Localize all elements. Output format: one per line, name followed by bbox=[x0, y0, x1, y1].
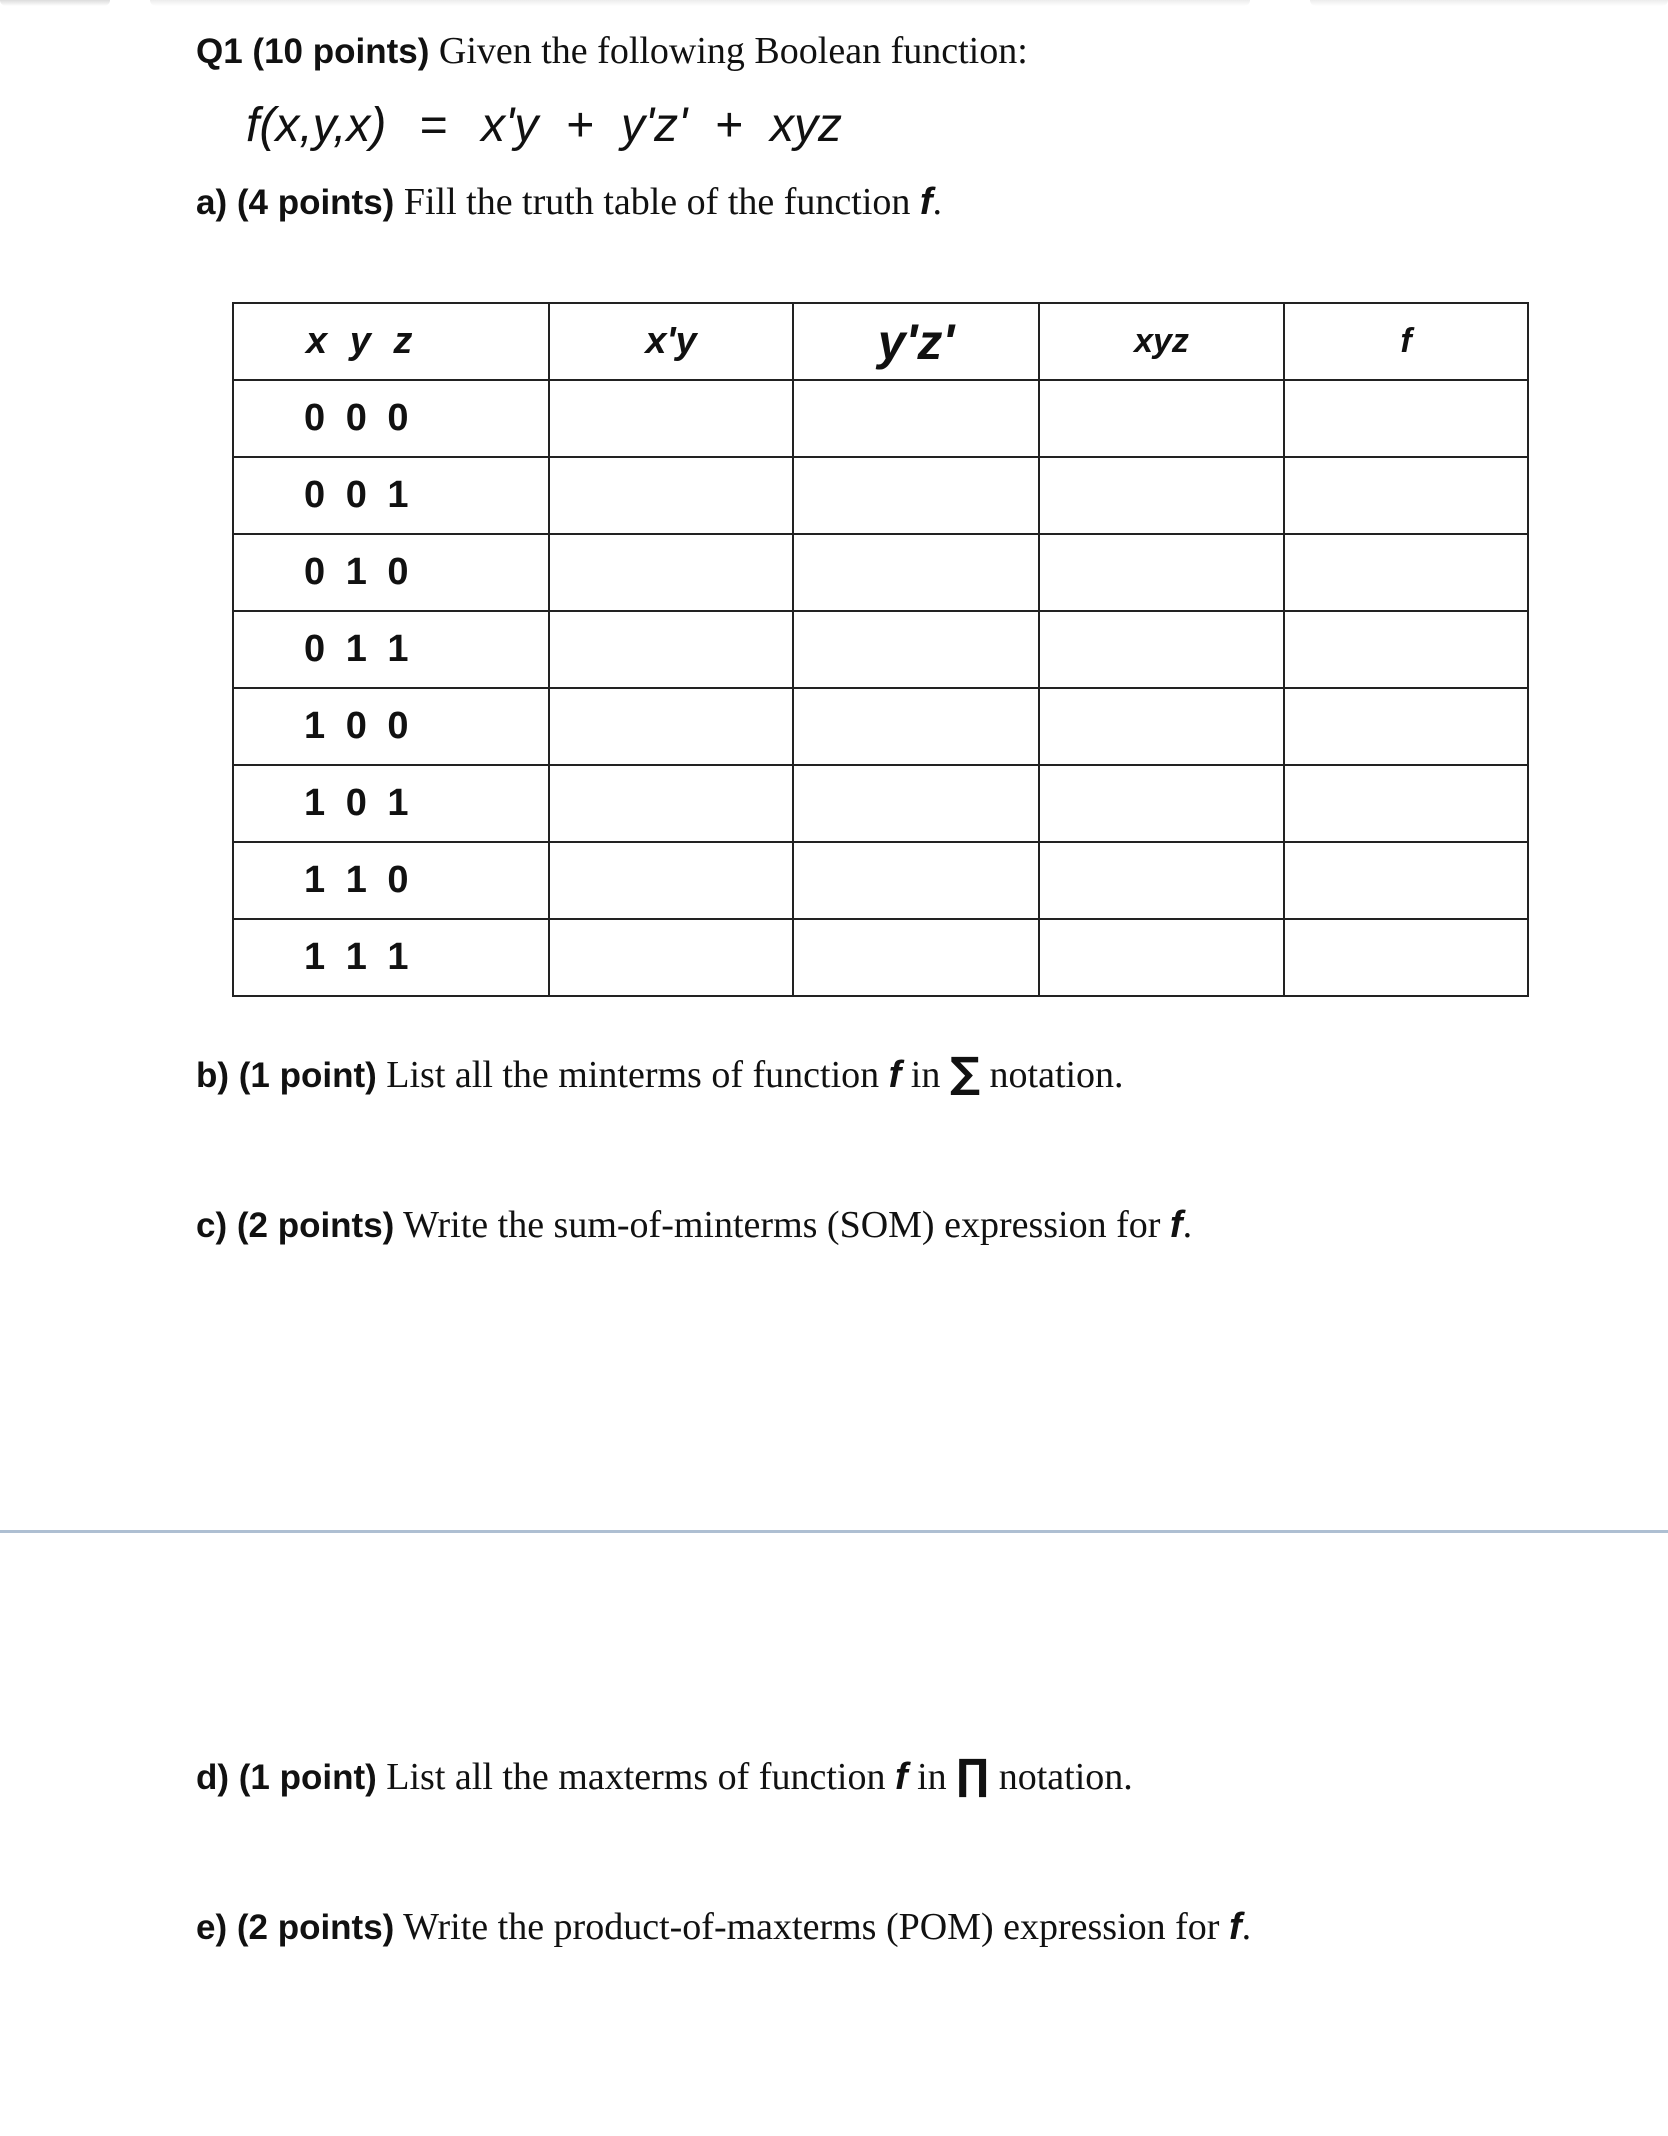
part-c-var: f bbox=[1169, 1204, 1183, 1246]
table-row bbox=[233, 842, 1528, 919]
answer-cell[interactable] bbox=[549, 611, 793, 688]
pi-icon: ∏ bbox=[956, 1750, 990, 1799]
part-e-text: Write the product-of-maxterms (POM) expression for bbox=[403, 1906, 1220, 1948]
answer-cell[interactable] bbox=[1039, 380, 1284, 457]
table-row bbox=[233, 534, 1528, 611]
part-c-end: . bbox=[1182, 1204, 1193, 1246]
answer-cell[interactable] bbox=[549, 688, 793, 765]
answer-cell[interactable] bbox=[549, 842, 793, 919]
table-row bbox=[233, 919, 1528, 996]
table-row bbox=[233, 688, 1528, 765]
answer-cell[interactable] bbox=[793, 611, 1039, 688]
part-c-label: c) (2 points) bbox=[196, 1206, 395, 1245]
table-row bbox=[233, 765, 1528, 842]
answer-cell[interactable] bbox=[793, 842, 1039, 919]
answer-cell[interactable] bbox=[1039, 611, 1284, 688]
part-e-end: . bbox=[1241, 1906, 1252, 1948]
answer-cell[interactable] bbox=[1284, 534, 1528, 611]
answer-cell[interactable] bbox=[793, 534, 1039, 611]
part-a-var: f bbox=[919, 181, 933, 223]
answer-cell[interactable] bbox=[1039, 457, 1284, 534]
answer-cell[interactable] bbox=[793, 380, 1039, 457]
input-cell: 1 0 0 bbox=[233, 688, 549, 765]
table-row bbox=[233, 457, 1528, 534]
header-xyz-term: xyz bbox=[1039, 303, 1284, 380]
table-row bbox=[233, 380, 1528, 457]
answer-cell[interactable] bbox=[793, 765, 1039, 842]
answer-cell[interactable] bbox=[1039, 842, 1284, 919]
part-d-text: List all the maxterms of function bbox=[386, 1756, 886, 1798]
part-b-label: b) (1 point) bbox=[196, 1056, 377, 1095]
answer-cell[interactable] bbox=[549, 765, 793, 842]
part-e-prompt bbox=[196, 1908, 1251, 1946]
answer-cell[interactable] bbox=[1039, 688, 1284, 765]
input-cell: 0 1 0 bbox=[233, 534, 549, 611]
truth-table bbox=[232, 302, 1529, 997]
answer-cell[interactable] bbox=[1284, 457, 1528, 534]
truth-table-header-row bbox=[233, 303, 1528, 380]
header-xyz-inputs: x y z bbox=[233, 303, 549, 380]
part-a-label: a) (4 points) bbox=[196, 183, 395, 222]
q1-label: Q1 (10 points) bbox=[196, 32, 430, 71]
part-b-text: List all the minterms of function bbox=[386, 1054, 880, 1096]
table-row bbox=[233, 611, 1528, 688]
answer-cell[interactable] bbox=[793, 688, 1039, 765]
part-a-text: Fill the truth table of the function bbox=[403, 181, 911, 223]
answer-cell[interactable] bbox=[1284, 611, 1528, 688]
answer-cell[interactable] bbox=[1039, 534, 1284, 611]
part-d-end: notation. bbox=[998, 1756, 1133, 1798]
part-a-prompt bbox=[196, 183, 942, 221]
part-b-end: notation. bbox=[989, 1054, 1124, 1096]
answer-cell[interactable] bbox=[549, 380, 793, 457]
boolean-function bbox=[246, 98, 842, 153]
part-c-text: Write the sum-of-minterms (SOM) expression for bbox=[403, 1204, 1161, 1246]
answer-cell[interactable] bbox=[549, 534, 793, 611]
answer-cell[interactable] bbox=[1284, 765, 1528, 842]
header-f: f bbox=[1284, 303, 1528, 380]
input-cell: 0 0 1 bbox=[233, 457, 549, 534]
input-cell: 1 1 1 bbox=[233, 919, 549, 996]
part-d-in: in bbox=[917, 1756, 947, 1798]
page-edge-shadow-right bbox=[1310, 0, 1668, 6]
answer-cell[interactable] bbox=[1039, 765, 1284, 842]
part-b-prompt bbox=[196, 1048, 1124, 1097]
part-e-label: e) (2 points) bbox=[196, 1908, 395, 1947]
answer-cell[interactable] bbox=[793, 919, 1039, 996]
part-d-label: d) (1 point) bbox=[196, 1758, 377, 1797]
input-cell: 1 1 0 bbox=[233, 842, 549, 919]
header-x-prime-y: x'y bbox=[549, 303, 793, 380]
part-d-prompt bbox=[196, 1750, 1133, 1799]
input-cell: 0 0 0 bbox=[233, 380, 549, 457]
formula-lhs: f(x,y,x) bbox=[246, 99, 387, 152]
part-c-prompt bbox=[196, 1206, 1192, 1244]
part-d-var: f bbox=[894, 1756, 908, 1798]
formula-equals: = bbox=[419, 99, 448, 152]
part-b-in: in bbox=[910, 1054, 941, 1096]
header-y-prime-z-prime: y'z' bbox=[793, 303, 1039, 380]
answer-cell[interactable] bbox=[1039, 919, 1284, 996]
part-e-var: f bbox=[1228, 1906, 1242, 1948]
formula-rhs: x'y + y'z' + xyz bbox=[481, 99, 843, 152]
input-cell: 0 1 1 bbox=[233, 611, 549, 688]
answer-cell[interactable] bbox=[793, 457, 1039, 534]
part-a-end: . bbox=[932, 181, 943, 223]
answer-cell[interactable] bbox=[1284, 688, 1528, 765]
answer-cell[interactable] bbox=[549, 919, 793, 996]
q1-text: Given the following Boolean function: bbox=[438, 30, 1028, 72]
part-b-var: f bbox=[888, 1054, 902, 1096]
sigma-icon: ∑ bbox=[949, 1048, 981, 1097]
page-divider bbox=[0, 1530, 1668, 1533]
page-edge-shadow-left bbox=[0, 0, 110, 6]
answer-cell[interactable] bbox=[1284, 380, 1528, 457]
answer-cell[interactable] bbox=[549, 457, 793, 534]
question-1-heading bbox=[196, 32, 1028, 70]
answer-cell[interactable] bbox=[1284, 842, 1528, 919]
answer-cell[interactable] bbox=[1284, 919, 1528, 996]
input-cell: 1 0 1 bbox=[233, 765, 549, 842]
page-edge-shadow-middle bbox=[150, 0, 1250, 6]
